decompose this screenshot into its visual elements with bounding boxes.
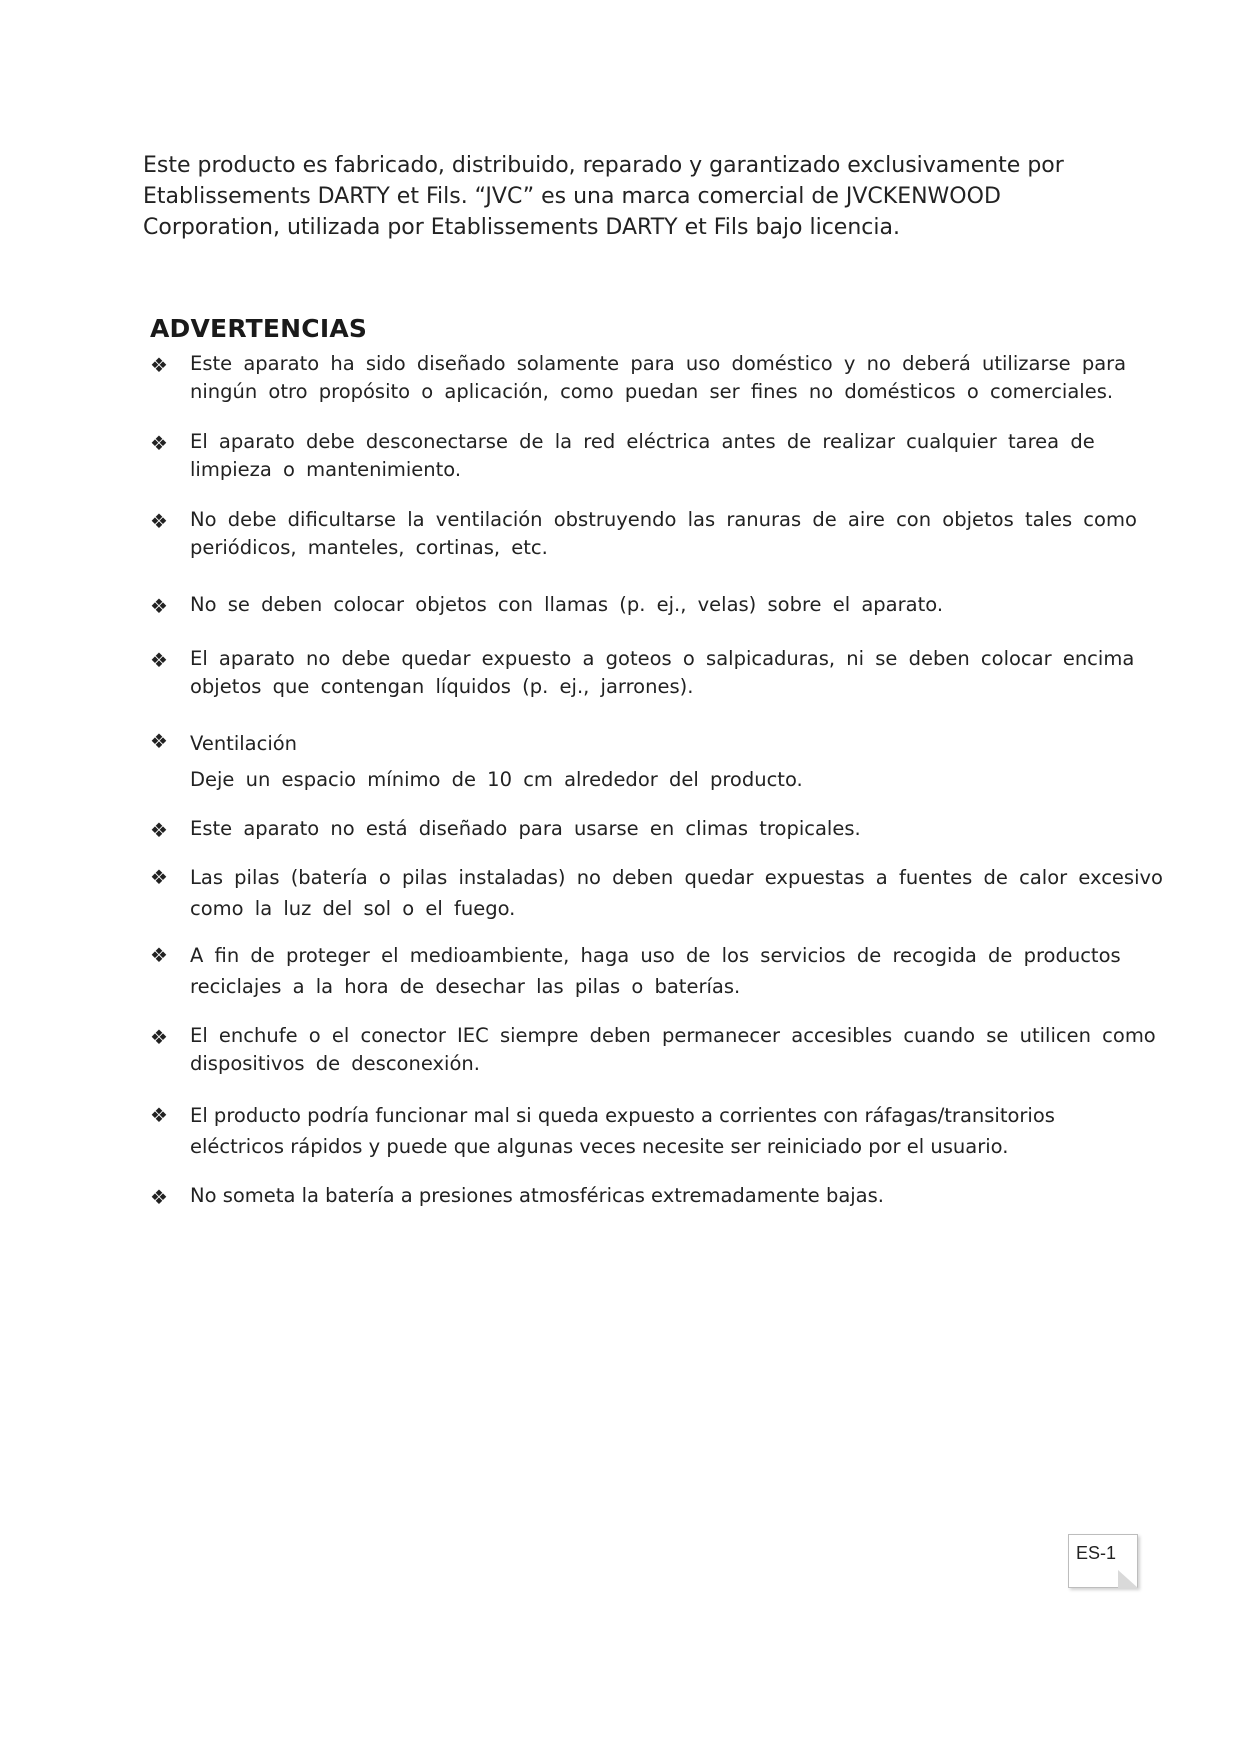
warning-line: objetos que contengan líquidos (p. ej., jarrones). <box>190 675 694 698</box>
diamond-bullet-icon: ❖ <box>150 648 168 672</box>
warning-line: Las pilas (batería o pilas instaladas) no deben quedar expuestas a fuentes de calor excesivo <box>190 866 1163 889</box>
warning-line: El aparato debe desconectarse de la red eléctrica antes de realizar cualquier tarea de <box>190 430 1095 453</box>
warning-item <box>150 940 1175 1002</box>
warning-line: dispositivos de desconexión. <box>190 1052 480 1075</box>
warning-item <box>150 591 1175 619</box>
warning-line: Este aparato no está diseñado para usarse en climas tropicales. <box>190 817 861 840</box>
diamond-bullet-icon: ❖ <box>150 1185 168 1209</box>
diamond-bullet-icon: ❖ <box>150 1103 168 1127</box>
warning-line: Ventilación <box>190 732 298 755</box>
warning-item <box>150 350 1175 406</box>
warning-item <box>150 726 1175 798</box>
warning-line: Este aparato ha sido diseñado solamente para uso doméstico y no deberá utilizarse para <box>190 352 1127 375</box>
warning-line: No debe dificultarse la ventilación obstruyendo las ranuras de aire con objetos tales como <box>190 508 1137 531</box>
diamond-bullet-icon: ❖ <box>150 1025 168 1049</box>
diamond-bullet-icon: ❖ <box>150 865 168 889</box>
warning-line: Deje un espacio mínimo de 10 cm alrededor del producto. <box>190 768 803 791</box>
warning-line: reciclajes a la hora de desechar las pilas o baterías. <box>190 975 741 998</box>
warning-line: A fin de proteger el medioambiente, haga uso de los servicios de recogida de productos <box>190 944 1121 967</box>
warning-item <box>150 862 1175 924</box>
warning-line: El aparato no debe quedar expuesto a goteos o salpicaduras, ni se deben colocar encima <box>190 647 1135 670</box>
warning-item <box>150 1022 1175 1078</box>
warning-line: El producto podría funcionar mal si queda expuesto a corrientes con ráfagas/transitorios <box>190 1104 1055 1127</box>
page-number-tab <box>1068 1534 1138 1588</box>
warning-line: periódicos, manteles, cortinas, etc. <box>190 536 548 559</box>
page-fold-icon <box>1118 1570 1138 1588</box>
warning-item <box>150 1100 1175 1162</box>
warning-item <box>150 428 1175 484</box>
diamond-bullet-icon: ❖ <box>150 729 168 753</box>
diamond-bullet-icon: ❖ <box>150 943 168 967</box>
warnings-heading: ADVERTENCIAS <box>150 314 368 343</box>
warning-line: eléctricos rápidos y puede que algunas veces necesite ser reiniciado por el usuario. <box>190 1135 1009 1158</box>
warning-line: No someta la batería a presiones atmosféricas extremadamente bajas. <box>190 1184 884 1207</box>
page-number: ES-1 <box>1076 1543 1117 1563</box>
intro-line: Corporation, utilizada por Etablissements DARTY et Fils bajo licencia. <box>143 215 900 240</box>
diamond-bullet-icon: ❖ <box>150 353 168 377</box>
diamond-bullet-icon: ❖ <box>150 509 168 533</box>
diamond-bullet-icon: ❖ <box>150 818 168 842</box>
warning-item <box>150 1182 1175 1210</box>
diamond-bullet-icon: ❖ <box>150 431 168 455</box>
warning-line: ningún otro propósito o aplicación, como puedan ser fines no domésticos o comerciales. <box>190 380 1114 403</box>
intro-paragraph <box>143 150 1103 243</box>
warning-item <box>150 645 1175 701</box>
warning-line: limpieza o mantenimiento. <box>190 458 462 481</box>
warning-line: No se deben colocar objetos con llamas (p. ej., velas) sobre el aparato. <box>190 593 944 616</box>
diamond-bullet-icon: ❖ <box>150 594 168 618</box>
intro-line: Este producto es fabricado, distribuido, reparado y garantizado exclusivamente por <box>143 153 1064 178</box>
warning-item <box>150 815 1175 843</box>
warning-item <box>150 506 1175 562</box>
intro-line: Etablissements DARTY et Fils. “JVC” es una marca comercial de JVCKENWOOD <box>143 184 1001 209</box>
warning-line: El enchufe o el conector IEC siempre deben permanecer accesibles cuando se utilicen como <box>190 1024 1156 1047</box>
warning-line: como la luz del sol o el fuego. <box>190 897 516 920</box>
